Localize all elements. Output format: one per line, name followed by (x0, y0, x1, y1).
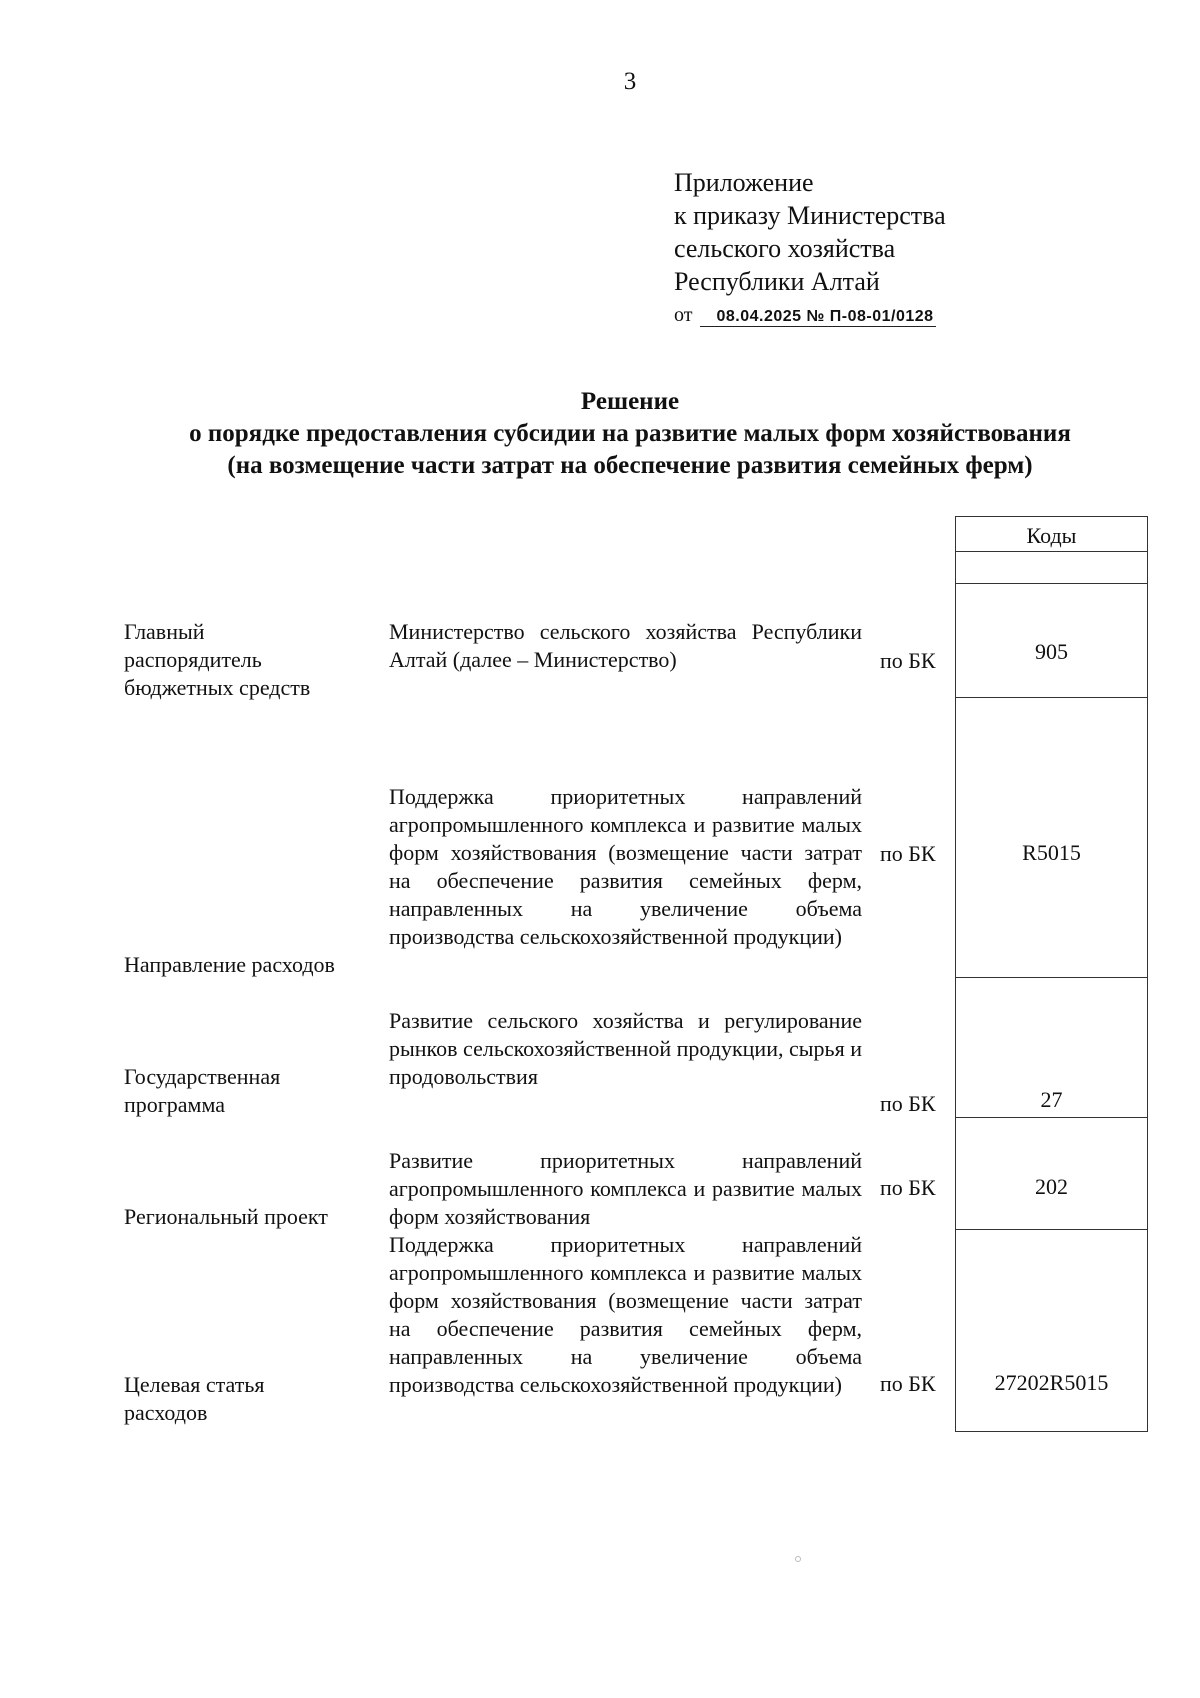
title-line-3: (на возмещение части затрат на обеспечение развития семейных ферм) (227, 452, 1033, 479)
page-number: 3 (623, 68, 637, 95)
table-divider (956, 1117, 1147, 1118)
row-classifier: по БК (880, 841, 936, 866)
appendix-line: Приложение (674, 168, 814, 197)
row-label-program (124, 1063, 280, 1119)
table-divider (956, 697, 1147, 698)
codes-header: Коды (1026, 523, 1077, 548)
label-line: бюджетных средств (124, 675, 311, 700)
label-line: Главный (124, 619, 205, 644)
document-title (0, 386, 1200, 482)
label-line: распорядитель (124, 647, 262, 672)
label-line: Направление расходов (124, 952, 335, 977)
appendix-line: сельского хозяйства (674, 234, 896, 263)
row-classifier: по БК (880, 648, 936, 673)
codes-table (955, 516, 1148, 1432)
code-cell-target: 27202R5015 (994, 1370, 1109, 1395)
appendix-line: к приказу Министерства (674, 201, 946, 230)
code-cell-direction: R5015 (1022, 840, 1081, 865)
table-divider (956, 977, 1147, 978)
code-cell-project: 202 (1035, 1174, 1068, 1199)
row-classifier: по БК (880, 1371, 936, 1396)
table-divider (956, 583, 1147, 584)
label-line: программа (124, 1092, 226, 1117)
row-description-target: Поддержка приоритетных направлений агропромышленного комплекса и развитие малых форм хозяйствования (возмещение части затрат на обеспечение развития семейных ферм, направленных на увеличение объема производства сельскохозяйственной продукции) (389, 1232, 862, 1397)
code-cell-905: 905 (1035, 639, 1068, 664)
row-label-manager (124, 618, 310, 702)
title-line-1: Решение (580, 388, 680, 415)
row-description-manager: Министерство сельского хозяйства Республики Алтай (далее – Министерство) (389, 619, 862, 672)
scan-speck (795, 1556, 801, 1562)
order-reference (674, 304, 936, 327)
row-label-target (124, 1371, 265, 1427)
row-description-program: Развитие сельского хозяйства и регулирование рынков сельскохозяйственной продукции, сырья и продовольствия (389, 1008, 862, 1089)
label-line: Региональный проект (124, 1204, 328, 1229)
code-cell-program: 27 (1040, 1087, 1063, 1112)
label-line: расходов (124, 1400, 208, 1425)
label-line: Целевая статья (124, 1372, 265, 1397)
row-description-project: Развитие приоритетных направлений агропромышленного комплекса и развитие малых форм хозяйствования (389, 1148, 862, 1229)
row-description-direction: Поддержка приоритетных направлений агропромышленного комплекса и развитие малых форм хозяйствования (возмещение части затрат на обеспечение развития семейных ферм, направленных на увеличение объема производства сельскохозяйственной продукции) (389, 784, 862, 949)
row-label-direction (124, 951, 335, 979)
row-label-project (124, 1203, 328, 1231)
appendix-block (674, 166, 946, 298)
order-stamp: 08.04.2025 № П-08-01/0128 (700, 308, 935, 327)
title-line-2: о порядке предоставления субсидии на развитие малых форм хозяйствования (189, 420, 1071, 447)
row-classifier: по БК (880, 1175, 936, 1200)
appendix-line: Республики Алтай (674, 267, 880, 296)
label-line: Государственная (124, 1064, 281, 1089)
order-prefix: от (674, 304, 693, 326)
row-classifier: по БК (880, 1091, 936, 1116)
table-divider (956, 1229, 1147, 1230)
table-divider (956, 551, 1147, 552)
